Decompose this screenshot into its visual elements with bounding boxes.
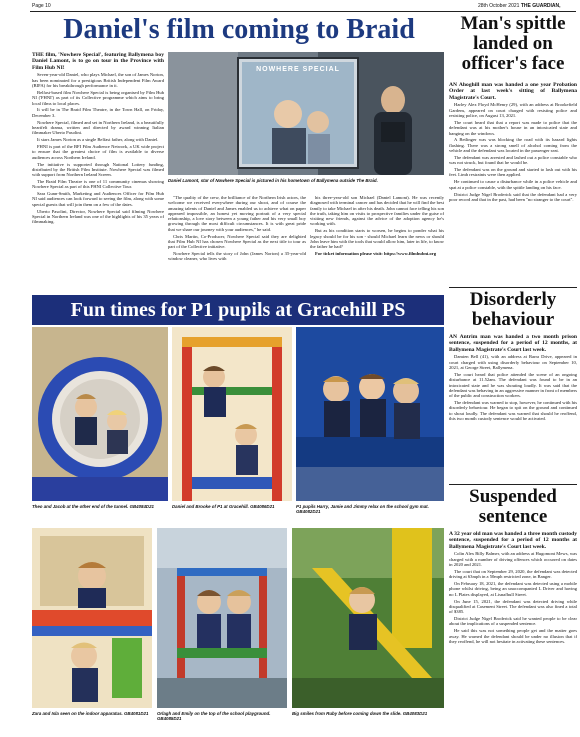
page-number: Page 10 [32, 3, 51, 9]
side2-lead: AN Antrim man was handed a two month prison sentence, suspended for a period of 12 months, at Ballymena Magistrate's Court last week. [449, 334, 577, 353]
side1-lead: AN Ahoghill man was handed a one year Probation Order at last week's sitting of Ballymena Magistrate's Court. [449, 82, 577, 101]
article-paragraph: It will be in The Braid Film Theatre, in the Town Hall, on Friday, December 3. [32, 107, 164, 118]
side3-paragraph: Colin Alex Billy Balmer, with an address at Hugomont Mews, was charged with a number of driving offences which occurred on dates in 2020 and 2021. [449, 551, 577, 568]
section-banner: Fun times for P1 pupils at Gracehill PS [32, 295, 444, 325]
poster-title: NOWHERE SPECIAL [256, 66, 340, 73]
article-paragraph: Seven-year-old Daniel, who plays Michael, the son of James Norton, has been nominated for a prestigious British Independent Film Award (BIFA) for his breakthrough performance in it. [32, 72, 164, 89]
main-article-col2 [168, 195, 306, 293]
paper-name: THE GUARDIAN, [520, 3, 561, 9]
side2-article [449, 334, 577, 484]
photo-apparatus [32, 528, 152, 708]
side1-paragraph: A Betlinger was was blocking the road with its hazard lights flashing. There was a strong smell of alcohol coming from the vehicle and the defendant was located in the passenger seat. [449, 137, 577, 154]
ticket-info: For ticket information please visit: https://www.filmhubni.org [315, 251, 437, 257]
photo-tunnel-art [32, 327, 168, 501]
photo-gym-mat [296, 327, 444, 501]
article-lead: THE film, 'Nowhere Special', featuring Ballymena boy Daniel Lamont, is to go on tour in the Province with Film Hub NI! [32, 52, 164, 71]
article-paragraph: his three-year-old son Michael (Daniel Lamont). He was recently diagnosed with terminal cancer and has decided that he will find the best family to take Michael in after his death. John cannot face telling his son the truth, taking him on visits to prospective families under the guise of visiting new friends, against the advice of the adoption agency he's working with. [310, 195, 444, 227]
article-paragraph: Nowhere Special, filmed and set in Northern Ireland, is a beautifully heartfelt drama, written and directed by award winning Italian filmmaker Uberto Pasolini. [32, 119, 164, 136]
article-paragraph: Belfast-based film Nowhere Special is being organised by Film Hub NI ('FHNI') as part of its Collective programme which aims to bring local films to local places. [32, 89, 164, 106]
side1-paragraph: The defendant was on the ground and started to lash out with his feet. Limb restraints were then applied. [449, 167, 577, 178]
article-paragraph: Chris Martin, Co-Producer, Nowhere Special said they are delighted that Film Hub NI has chosen Nowhere Special as the next title to tour as part of the Collective initiative. [168, 233, 306, 250]
photo-slide [292, 528, 444, 708]
caption-tunnel: Theo and Jacob at the other end of the tunnel. GB4084D21 [32, 504, 154, 509]
side-divider [449, 287, 577, 288]
caption-playground: Orlagh and Emily on the top of the school playground. GB4085D21 [157, 711, 271, 722]
issue-date: 28th October 2021 THE GUARDIAN, [478, 3, 561, 9]
side3-headline: Suspended sentence [469, 486, 557, 527]
article-paragraph: Nowhere Special tells the story of John (James Norton) a 35-year-old window cleaner, who lives with [168, 251, 306, 262]
side1-article [449, 82, 577, 270]
photo-playframe [172, 327, 292, 501]
main-article-col1 [32, 52, 164, 292]
side2-paragraph: The court heard that police attended the scene of an ongoing disturbance at 11.52am. The defendant was found to be in an intoxicated state and he was shouting loudly. It was said that the defendant was behaving in an aggressive manner in front of members of the public and construction workers. [449, 371, 577, 399]
side1-paragraph: Harley Alex Floyd McHenry (29), with an address at Brookefield Gardens, appeared on court charged with resisting police and resisting police, on August 13, 2021. [449, 102, 577, 119]
side3-article [449, 531, 577, 731]
article-paragraph: It stars James Norton as a single Belfast father, along with Daniel. [37, 137, 159, 143]
main-photo [168, 52, 444, 175]
photo-playframe-art [172, 327, 292, 501]
side2-headline: Disorderly behaviour [469, 289, 557, 330]
side2-paragraph: The defendant was warned to stop, however, he continued with his disorderly behaviour. He began to spit on the ground and continued to shout loudly. The defendant was warned that should he reoffend, this two month custody sentence would be activated. [449, 400, 577, 421]
side1-paragraph: District Judge Nigel Broderick said that the defendant had a very poor record and that in the past, had been "no stranger to the court". [449, 191, 577, 202]
side1-paragraph: He continued to cause a disturbance while in a police vehicle and spat at a police constable, with the spittle landing on his face. [449, 179, 577, 190]
side2-paragraph: Damien Bell (41), with an address at Barra Drive, appeared in court charged with using disorderly behaviour on September 10, 2021, at George Street, Ballymena. [449, 354, 577, 371]
side3-lead: A 32 year old man was handed a three month custody sentence, suspended for a period of 12 months at Ballymena Magistrate's Court last week. [449, 531, 577, 550]
main-photo-caption: Daniel Lamont, star of Nowhere Special is pictured in his hometown of Ballymena outside The Braid. [168, 178, 378, 183]
article-paragraph: FHNI is part of the BFI Film Audience Network, a UK wide project to ensure that the greatest choice of film is available to diverse audiences across Northern Ireland. [32, 144, 164, 160]
article-paragraph: The initiative is supported through National Lottery funding, distributed by the British Film Institute. Nowhere Special was filmed with support from Northern Ireland Screen. [32, 161, 164, 178]
photo-gym-mat-art [296, 327, 444, 501]
main-article-col3 [310, 195, 444, 293]
photo-playground [157, 528, 287, 708]
side1-paragraph: The defendant was arrested and lashed out a police constable who was not struck, but found that he would be. [449, 154, 577, 166]
article-paragraph: Sara Gunn-Smith, Marketing and Audiences Officer for Film Hub NI said audiences can look forward to seeing the film, along with some special guests that will join them on a few of the dates. [32, 191, 164, 207]
photo-slide-art [292, 528, 444, 708]
caption-slide: Big smiles from Ruby before coming down the slide. GB4083D21 [292, 711, 428, 716]
photo-tunnel [32, 327, 168, 501]
article-paragraph: But as his condition starts to worsen, he begins to ponder what his legacy should be for his son - should Michael learn the news or should John leave him with the tools that would allow him, later in life, to know the father he had? [310, 228, 444, 250]
side1-paragraph: The court heard that that a report was made to police that the defendant was at his mother's house in an intoxicated state and banging on the windows. [449, 119, 577, 136]
side3-paragraph: District Judge Nigel Broderick said he wanted people to be clear about the implications of a suspended sentence. [449, 616, 577, 627]
caption-playframe: Daniel and Brooke of P1 at Gracehill. GB4086D21 [172, 504, 275, 509]
header-rule [30, 11, 576, 12]
side-divider [449, 484, 577, 485]
side1-headline: Man's spittle landed on officer's face [460, 13, 566, 74]
article-paragraph: "The quality of the crew, the brilliance of the Northern Irish actors, the welcome we received everywhere during our shoot, and of course the amazing talents of Daniel and James enabled us to achieve what on paper appeared impossible, an honest yet moving portrait of a very special relationship, a love story between a young father and his very small boy growing through the most difficult circumstances. It is with great pride that we share our journey with your audiences," he said. [168, 195, 306, 232]
side3-paragraph: On February 18, 2021, the defendant was detected using a mobile phone whilst driving, being an unaccompanied L Driver and having no L Plates displayed, at Lisnafhull Street. [449, 581, 577, 597]
side3-paragraph: On June 15, 2021, the defendant was detected driving while disqualified at Casement Street. The defendant was also fined a total of $385. [449, 598, 577, 615]
caption-apparatus: Zara and Isla seen on the indoor apparatus. GB4081D21 [32, 711, 149, 716]
caption-gym-mat: P1 pupils Harry, Jamie and Jimmy relax on the school gym mat. GB4082D21 [296, 504, 429, 515]
photo-apparatus-art [32, 528, 152, 708]
article-paragraph: Uberto Pasolini, Director, Nowhere Special said filming Nowhere Special in Northern Ireland was one of the highlights of his 35 years of filmmaking. [32, 208, 164, 225]
main-headline: Daniel's film coming to Braid [63, 14, 415, 45]
side3-paragraph: The court that on September 29, 2020, the defendant was detected driving at 63mph in a 50mph restricted zone, in Banger. [449, 568, 577, 580]
photo-playground-art [157, 528, 287, 708]
side3-paragraph: He said this was not something people get and the matter goes away. He warned the defendant should be under no illusion that if they reoffend, he will not hesitate in activating these sentences. [449, 628, 577, 644]
article-paragraph: The Braid Film Theatre is one of 11 community cinemas showing Nowhere Special as part of this FHNI Collective Tour. [32, 178, 164, 190]
